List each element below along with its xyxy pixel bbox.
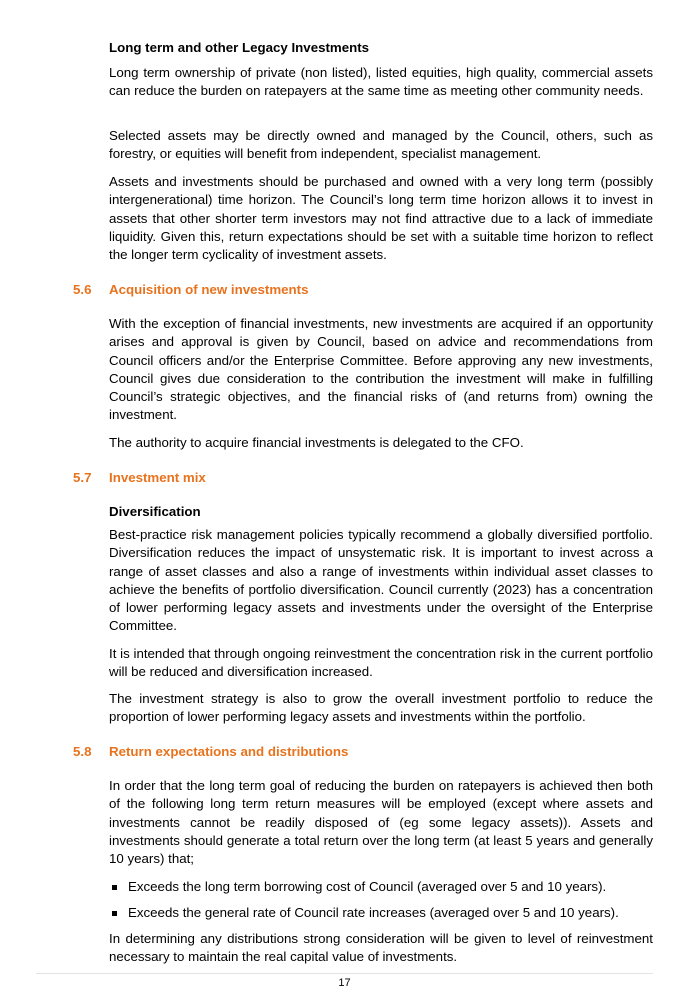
footer-divider xyxy=(36,973,653,974)
square-bullet-icon xyxy=(112,885,117,890)
legacy-paragraph-1: Long term ownership of private (non listed), listed equities, high quality, commercial assets can reduce the burden on ratepayers at the same time as meeting other community needs. xyxy=(109,65,653,99)
section-5-7-number: 5.7 xyxy=(73,470,92,485)
list-item-text: Exceeds the general rate of Council rate increases (averaged over 5 and 10 years). xyxy=(128,905,619,920)
section-5-7-paragraph-1: Best-practice risk management policies typically recommend a globally diversified portfolio. Diversification reduces the impact of unsystematic risk. It is important to invest across a range of asset classes and also a range of investments within individual asset classes to achieve the benefits of portfolio diversification. Council currently (2023) has a concentration of lower performing legacy assets and investments under the oversight of the Enterprise Committee. xyxy=(109,527,653,634)
square-bullet-icon xyxy=(112,911,117,916)
legacy-paragraph-2: Selected assets may be directly owned and managed by the Council, others, such as forestry, or equities will benefit from independent, specialist management. xyxy=(109,128,653,162)
section-5-6-number: 5.6 xyxy=(73,282,92,297)
section-5-8-title: Return expectations and distributions xyxy=(109,744,349,759)
section-5-8-number: 5.8 xyxy=(73,744,92,759)
legacy-paragraph-3: Assets and investments should be purchased and owned with a very long term (possibly intergenerational) time horizon. The Council’s long term time horizon allows it to invest in assets that other shorter term investors may not find attractive due to a lack of immediate liquidity. Given this, return expectations should be set with a suitable time horizon to reflect the longer term cyclicality of investment assets. xyxy=(109,174,653,263)
section-5-8-closing-paragraph: In determining any distributions strong consideration will be given to level of reinvestment necessary to maintain the real capital value of investments. xyxy=(109,931,653,965)
section-5-7-paragraph-3: The investment strategy is also to grow the overall investment portfolio to reduce the proportion of lower performing legacy assets and investments within the portfolio. xyxy=(109,691,653,725)
page-number: 17 xyxy=(338,977,351,989)
section-5-7-paragraph-2: It is intended that through ongoing reinvestment the concentration risk in the current portfolio will be reduced and diversification increased. xyxy=(109,646,653,680)
legacy-investments-heading: Long term and other Legacy Investments xyxy=(109,40,370,55)
list-item-text: Exceeds the long term borrowing cost of Council (averaged over 5 and 10 years). xyxy=(128,879,607,894)
section-5-6-paragraph-1: With the exception of financial investments, new investments are acquired if an opportunity arises and approval is given by Council, based on advice and recommendations from Council officers and/or the Enterprise Committee. Before approving any new investments, Council gives due consideration to the contribution the investment will make in fulfilling Council’s strategic objectives, and the financial risks of (and returns from) owning the investment. xyxy=(109,316,653,423)
diversification-heading: Diversification xyxy=(109,504,201,519)
section-5-6-title: Acquisition of new investments xyxy=(109,282,309,297)
section-5-6-paragraph-2: The authority to acquire financial investments is delegated to the CFO. xyxy=(109,435,524,450)
section-5-8-paragraph-1: In order that the long term goal of reducing the burden on ratepayers is achieved then both of the following long term return measures will be employed (except where assets and investments cannot be readily disposed of (eg some legacy assets)). Assets and investments should generate a total return over the long term (at least 5 years and generally 10 years) that; xyxy=(109,778,653,867)
section-5-7-title: Investment mix xyxy=(109,470,206,485)
